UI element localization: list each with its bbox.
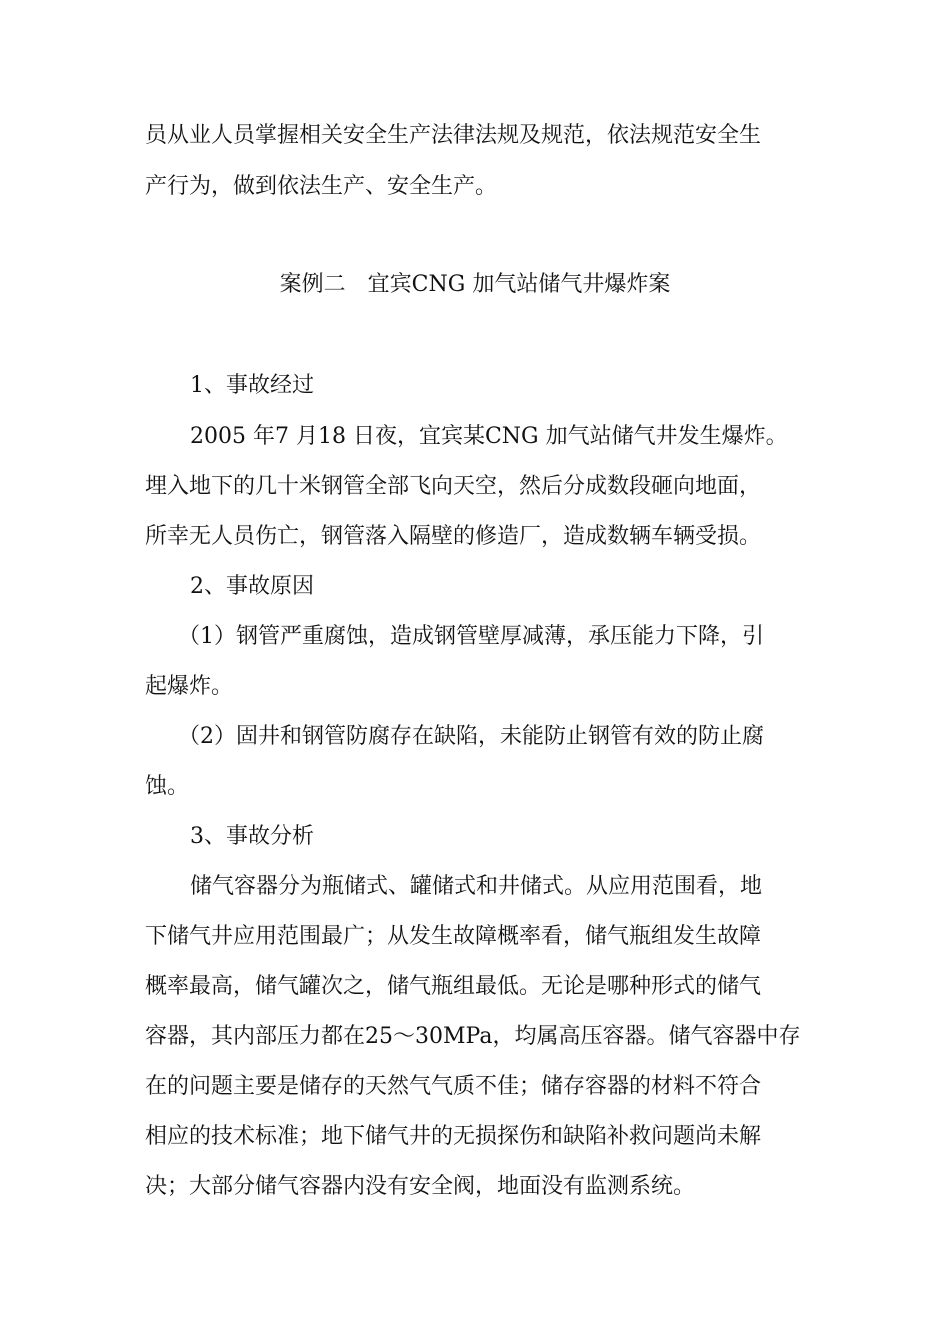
section-heading: 1、事故经过 (190, 373, 314, 398)
case-title: 案例二 宜宾CNG 加气站储气井爆炸案 (279, 272, 671, 297)
paragraph-line: 蚀。 (145, 774, 190, 799)
paragraph-line: 员从业人员掌握相关安全生产法律法规及规范，依法规范安全生 (145, 123, 762, 148)
paragraph-line: （1）钢管严重腐蚀，造成钢管壁厚减薄，承压能力下降，引 (178, 624, 764, 649)
paragraph-line: 产行为，做到依法生产、安全生产。 (145, 174, 498, 199)
paragraph-line: 容器，其内部压力都在25～30MPa，均属高压容器。储气容器中存 (145, 1024, 801, 1049)
paragraph-line: 2005 年7 月18 日夜，宜宾某CNG 加气站储气井发生爆炸。 (190, 424, 788, 449)
section-heading: 2、事故原因 (190, 574, 314, 599)
paragraph-line: 相应的技术标准；地下储气井的无损探伤和缺陷补救问题尚未解 (145, 1124, 762, 1149)
paragraph-line: 概率最高，储气罐次之，储气瓶组最低。无论是哪种形式的储气 (145, 974, 762, 999)
paragraph-line: 在的问题主要是储存的天然气气质不佳；储存容器的材料不符合 (145, 1074, 762, 1099)
paragraph-line: 所幸无人员伤亡，钢管落入隔壁的修造厂，造成数辆车辆受损。 (145, 524, 762, 549)
paragraph-line: 起爆炸。 (145, 674, 234, 699)
paragraph-line: 下储气井应用范围最广；从发生故障概率看，储气瓶组发生故障 (145, 924, 762, 949)
section-heading: 3、事故分析 (190, 824, 314, 849)
paragraph-line: （2）固井和钢管防腐存在缺陷，未能防止钢管有效的防止腐 (178, 724, 764, 749)
paragraph-line: 储气容器分为瓶储式、罐储式和井储式。从应用范围看，地 (190, 874, 763, 899)
paragraph-line: 决；大部分储气容器内没有安全阀，地面没有监测系统。 (145, 1174, 696, 1199)
paragraph-line: 埋入地下的几十米钢管全部飞向天空，然后分成数段砸向地面， (145, 474, 762, 499)
